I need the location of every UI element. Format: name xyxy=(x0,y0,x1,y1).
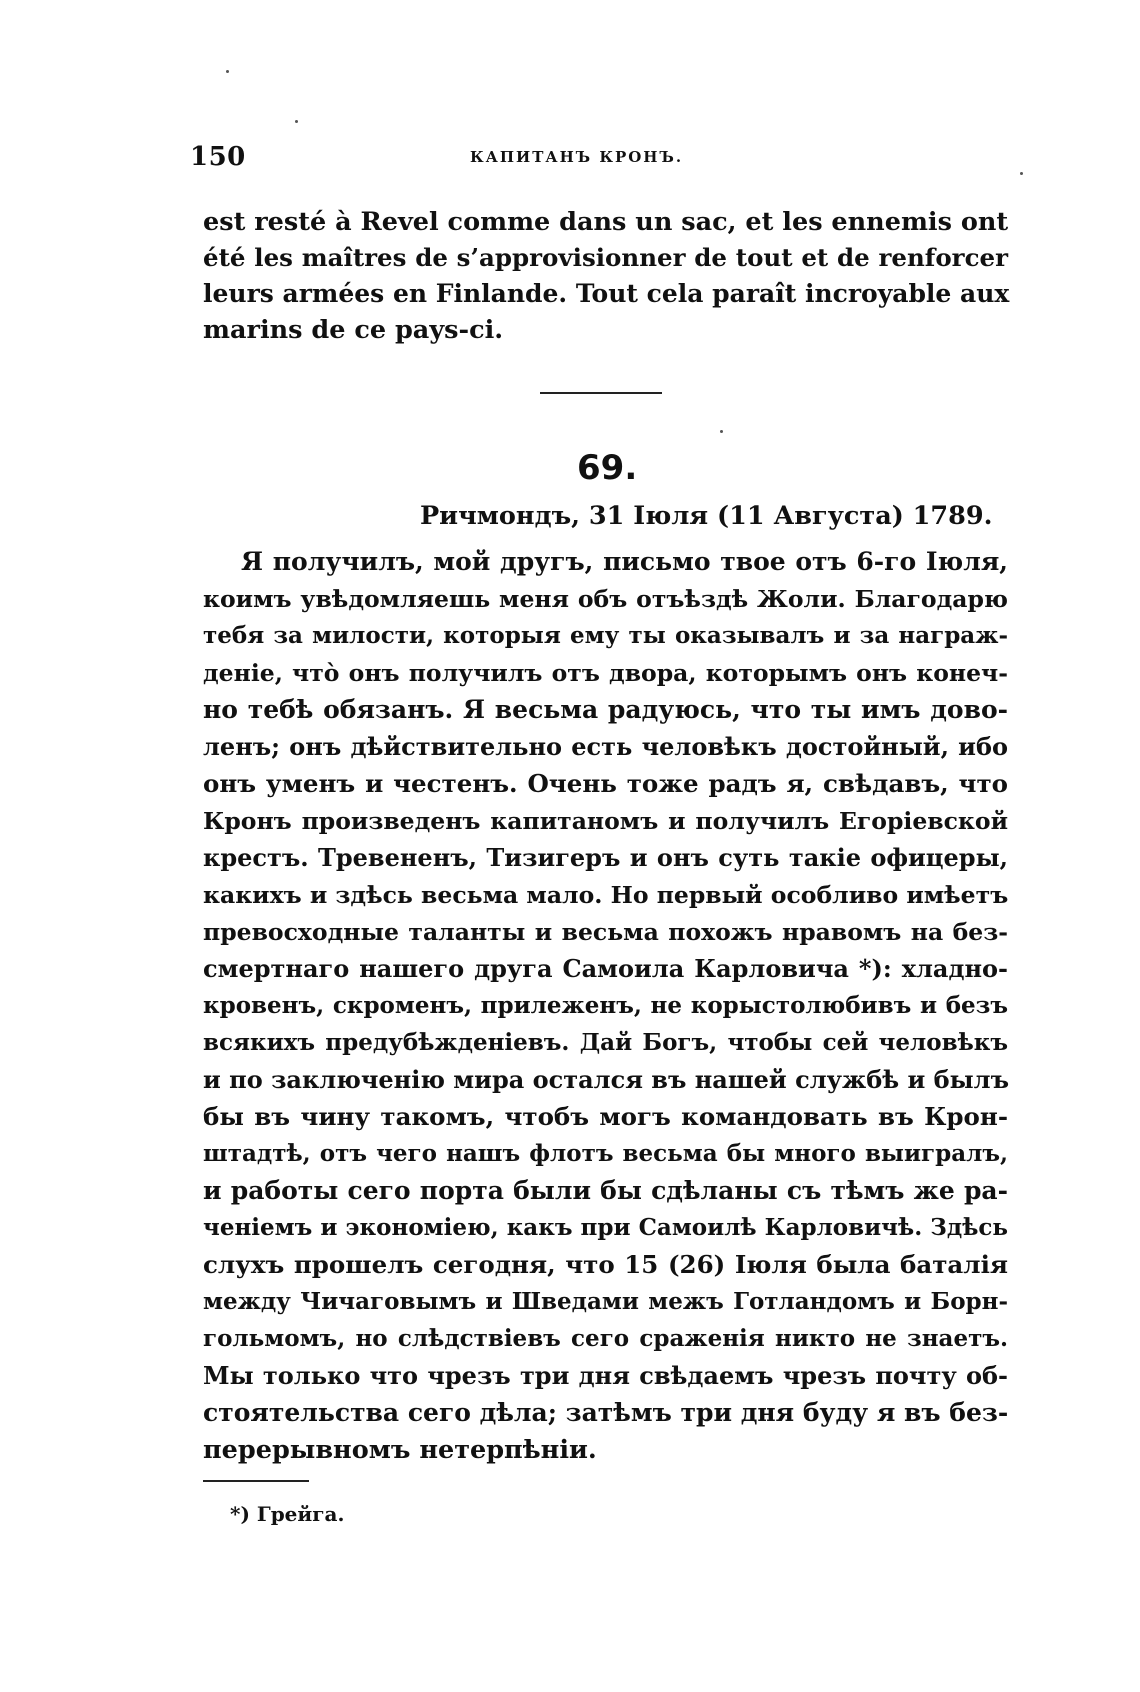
text-line: été les maîtres de s’approvisionner de tout et de renforcer xyxy=(203,243,1008,272)
print-speck xyxy=(295,120,298,123)
text-line: ленъ; онъ дѣйствительно есть человѣкъ достойный, ибо xyxy=(203,732,1008,761)
text-line: стоятельства сего дѣла; затѣмъ три дня буду я въ без- xyxy=(203,1398,1009,1427)
text-line: кровенъ, скроменъ, прилеженъ, не корыстолюбивъ и безъ xyxy=(203,992,1008,1019)
text-line: превосходные таланты и весьма похожъ нравомъ на без- xyxy=(203,918,1008,946)
print-speck xyxy=(226,70,229,73)
text-line: ченіемъ и экономіею, какъ при Самоилѣ Карловичѣ. Здѣсь xyxy=(203,1214,1008,1241)
text-line: est resté à Revel comme dans un sac, et les ennemis ont xyxy=(203,207,1009,237)
text-line: смертнаго нашего друга Самоила Карловича *): хладно- xyxy=(203,954,1008,983)
text-line: слухъ прошелъ сегодня, что 15 (26) Іюля была баталія xyxy=(203,1250,1008,1279)
footnote-divider xyxy=(203,1480,309,1482)
text-line: коимъ увѣдомляешь меня объ отъѣздѣ Жоли. Благодарю xyxy=(203,585,1008,613)
text-line: всякихъ предубѣжденіевъ. Дай Богъ, чтобы сей человѣкъ xyxy=(203,1029,1008,1056)
running-title: КАПИТАНЪ КРОНЪ. xyxy=(470,148,684,166)
text-line: leurs armées en Finlande. Tout cela paraît incroyable aux xyxy=(203,279,1010,308)
text-line: бы въ чину такомъ, чтобъ могъ командовать въ Крон- xyxy=(203,1102,1008,1131)
print-speck xyxy=(720,430,723,433)
text-line: и работы сего порта были бы сдѣланы съ тѣмъ же ра- xyxy=(203,1176,1008,1205)
letter-number: 69. xyxy=(577,448,638,488)
text-line: Мы только что чрезъ три дня свѣдаемъ чрезъ почту об- xyxy=(203,1361,1008,1390)
letter-dateline: Ричмондъ, 31 Іюля (11 Августа) 1789. xyxy=(420,501,993,531)
text-line: гольмомъ, но слѣдствіевъ сего сраженія никто не знаетъ. xyxy=(203,1325,1008,1352)
page-header xyxy=(190,142,1010,172)
text-line: и по заключенію мира остался въ нашей службѣ и былъ xyxy=(203,1065,1010,1094)
text-line: между Чичаговымъ и Шведами межъ Готландомъ и Борн- xyxy=(203,1288,1008,1315)
text-line: marins de ce pays-ci. xyxy=(203,315,504,345)
text-line: Я получилъ, мой другъ, письмо твое отъ 6-го Іюля, xyxy=(241,547,1008,576)
text-line: деніе, что̀ онъ получилъ отъ двора, которымъ онъ конеч- xyxy=(203,659,1008,687)
text-line: крестъ. Тревененъ, Тизигеръ и онъ суть такіе офицеры, xyxy=(203,843,1008,872)
text-line: онъ уменъ и честенъ. Очень тоже радъ я, свѣдавъ, что xyxy=(203,769,1008,798)
page-number: 150 xyxy=(190,142,246,172)
text-line: штадтѣ, отъ чего нашъ флотъ весьма бы много выигралъ, xyxy=(203,1140,1008,1167)
text-line: но тебѣ обязанъ. Я весьма радуюсь, что ты имъ дово- xyxy=(203,695,1008,724)
footnote: *) Грейга. xyxy=(230,1502,345,1526)
text-line: тебя за милости, которыя ему ты оказывалъ и за награж- xyxy=(203,622,1008,649)
section-divider xyxy=(540,392,662,394)
print-speck xyxy=(1020,172,1023,175)
text-line: перерывномъ нетерпѣніи. xyxy=(203,1435,597,1465)
text-line: Кронъ произведенъ капитаномъ и получилъ Егоріевской xyxy=(203,807,1008,835)
text-line: какихъ и здѣсь весьма мало. Но первый особливо имѣетъ xyxy=(203,881,1009,909)
